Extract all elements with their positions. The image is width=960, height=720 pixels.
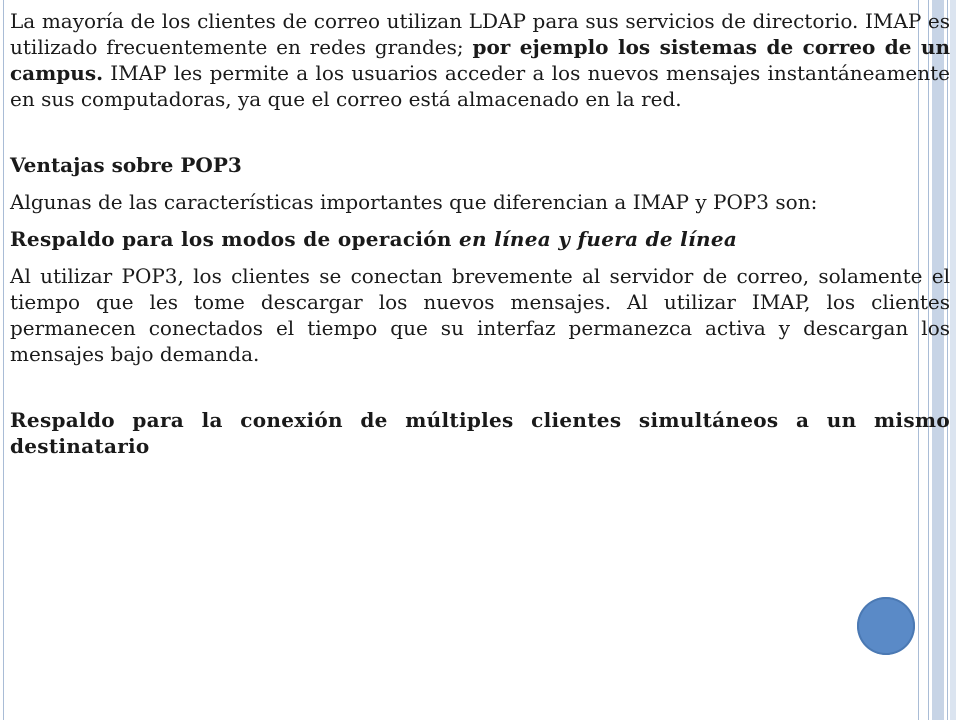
- heading-multiples-clientes: Respaldo para la conexión de múltiples clientes simultáneos a un mismo destinatario: [10, 408, 950, 458]
- spacer: [10, 367, 950, 407]
- paragraph-pop3-imap: Al utilizar POP3, los clientes se conectan brevemente al servidor de correo, solamente el tiempo que les tome descargar los nuevos mensajes. Al utilizar IMAP, los clientes permanecen conectados el tiempo que su interfaz permanezca activa y descargan los mensajes bajo demanda.: [10, 264, 950, 366]
- decorative-circle: [857, 597, 915, 655]
- left-border-line: [3, 0, 4, 720]
- paragraph-caracteristicas: Algunas de las características importantes que diferencian a IMAP y POP3 son:: [10, 190, 818, 214]
- paragraph-ldap-imap: [10, 8, 950, 112]
- spacer: [10, 112, 950, 152]
- heading-bold-italic-text: en línea y fuera de línea: [458, 227, 738, 251]
- paragraph-text: La mayoría de los clientes de correo utilizan LDAP para sus servicios de directorio. IMAP es utilizado frecuentemente en redes grandes;: [10, 9, 950, 59]
- right-border-stripe-2: [950, 0, 956, 720]
- heading-ventajas: Ventajas sobre POP3: [10, 153, 242, 177]
- heading-bold-text: Respaldo para los modos de operación: [10, 227, 459, 251]
- slide-body: [10, 8, 950, 459]
- heading-modos-operacion: [10, 226, 950, 252]
- paragraph-text-continued: IMAP les permite a los usuarios acceder a los nuevos mensajes instantáneamente en sus computadoras, ya que el correo está almacenado en la red.: [10, 61, 950, 111]
- paragraph-bold-text: por ejemplo los sistemas de correo de un campus.: [10, 35, 950, 85]
